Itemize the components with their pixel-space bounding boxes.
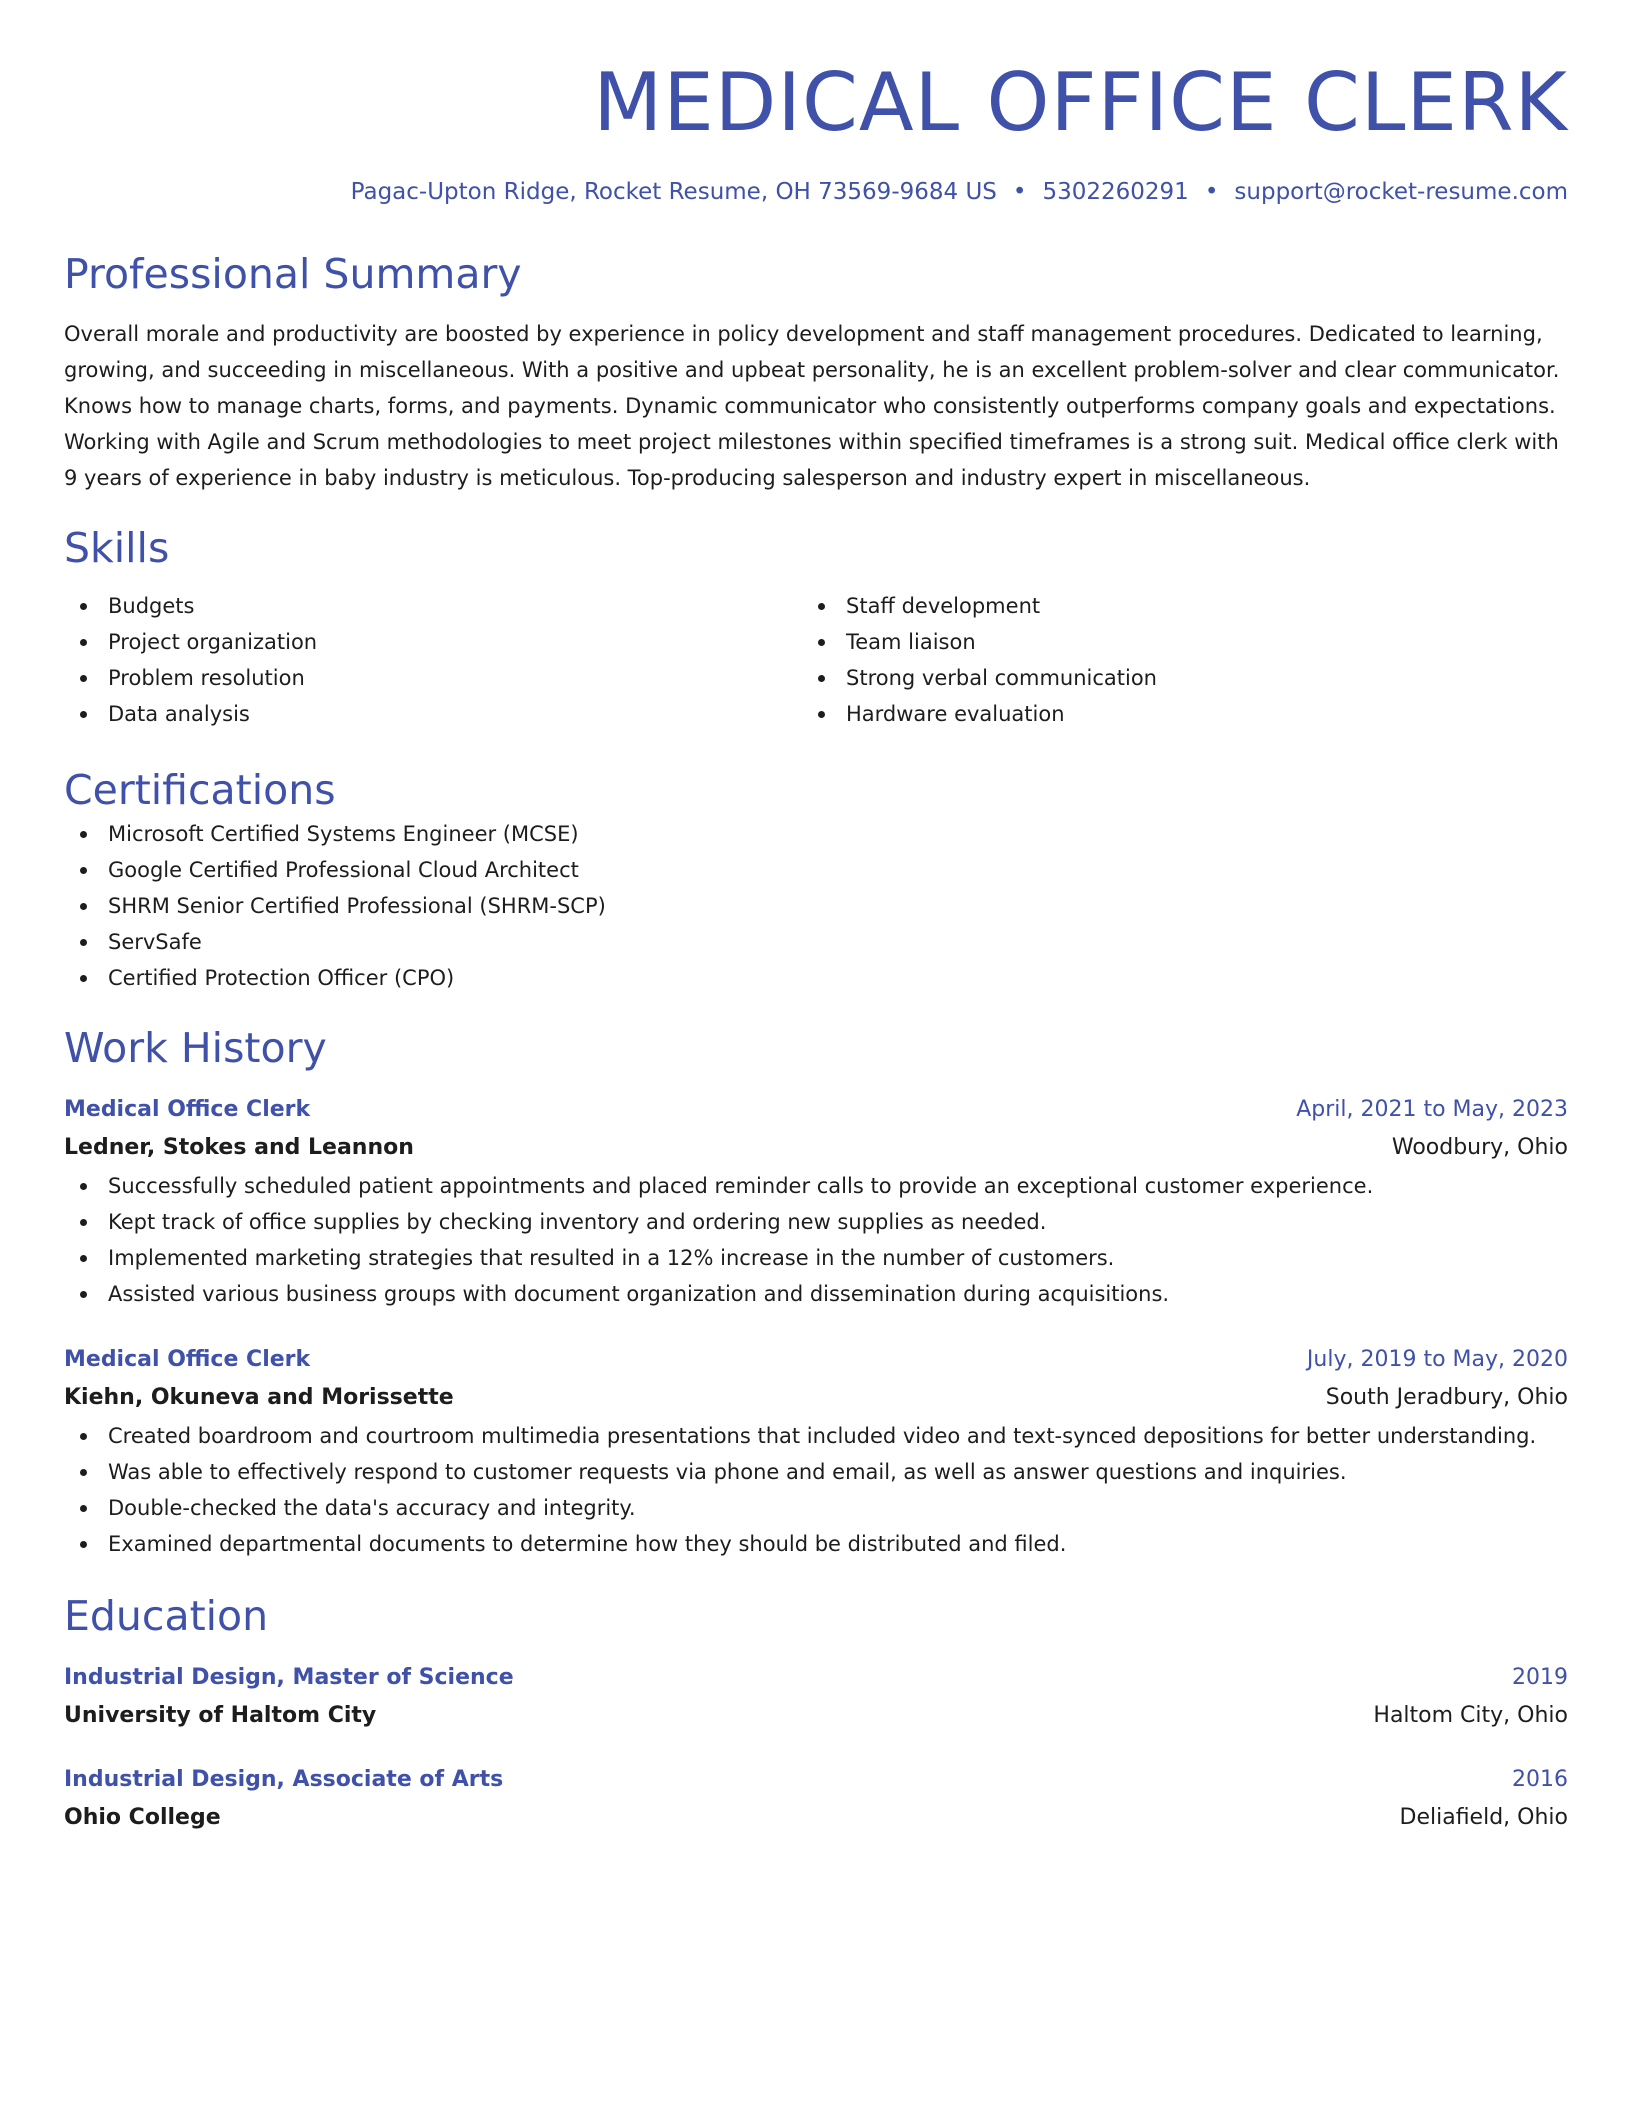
job-location: South Jeradbury, Ohio [1325, 1385, 1568, 1410]
contact-line [64, 176, 1568, 208]
job-bullet: Successfully scheduled patient appointments and placed reminder calls to provide an exceptional customer experience. [64, 1168, 1568, 1204]
summary-heading: Professional Summary [64, 250, 522, 298]
education-degree: Industrial Design, Associate of Arts [64, 1767, 504, 1792]
job-company: Ledner, Stokes and Leannon [64, 1135, 414, 1160]
job-bullet: Created boardroom and courtroom multimedia presentations that included video and text-synced depositions for better understanding. [64, 1418, 1568, 1454]
work-history-section [64, 1022, 1568, 1562]
education-location: Deliafield, Ohio [1399, 1805, 1568, 1830]
education-heading: Education [64, 1592, 269, 1640]
certification-item: Google Certified Professional Cloud Architect [64, 852, 1568, 888]
education-entry [64, 1660, 1568, 1736]
education-year: 2016 [1512, 1767, 1568, 1792]
job-bullet: Assisted various business groups with document organization and dissemination during acquisitions. [64, 1276, 1568, 1312]
skill-item: Strong verbal communication [802, 660, 1540, 696]
certification-item: Certified Protection Officer (CPO) [64, 960, 1568, 996]
candidate-title: MEDICAL OFFICE CLERK [593, 56, 1568, 149]
contact-email: support@rocket-resume.com [1234, 179, 1568, 205]
certification-item: ServSafe [64, 924, 1568, 960]
skill-item: Project organization [64, 624, 802, 660]
contact-separator: • [1204, 179, 1219, 205]
job-title: Medical Office Clerk [64, 1097, 311, 1122]
summary-text: Overall morale and productivity are boosted by experience in policy development and staff management procedures. Dedicated to learning, growing, and succeeding in miscellaneous. With a positive and upbeat personality, he is an excellent problem-solver and clear communicator. Knows how to manage charts, forms, and payments. Dynamic communicator who consistently outperforms company goals and expectations. Working with Agile and Scrum methodologies to meet project milestones within specified timeframes is a strong suit. Medical office clerk with 9 years of experience in baby industry is meticulous. Top-producing salesperson and industry expert in miscellaneous. [64, 322, 1560, 490]
job-title: Medical Office Clerk [64, 1347, 311, 1372]
certifications-heading: Certifications [64, 766, 336, 814]
job-company: Kiehn, Okuneva and Morissette [64, 1385, 454, 1410]
skills-column-left [64, 588, 802, 732]
skill-item: Data analysis [64, 696, 802, 732]
job-bullet: Examined departmental documents to determine how they should be distributed and filed. [64, 1526, 1568, 1562]
education-location: Haltom City, Ohio [1373, 1703, 1568, 1728]
job-bullet: Was able to effectively respond to customer requests via phone and email, as well as answer questions and inquiries. [64, 1454, 1568, 1490]
job-location: Woodbury, Ohio [1391, 1135, 1568, 1160]
certifications-list [64, 816, 1568, 996]
job-entry [64, 1092, 1568, 1312]
job-dates: April, 2021 to May, 2023 [1296, 1097, 1568, 1122]
summary-section [64, 248, 1568, 496]
contact-address: Pagac-Upton Ridge, Rocket Resume, OH 73569-9684 US [350, 179, 997, 205]
skill-item: Staff development [802, 588, 1540, 624]
job-bullet: Kept track of office supplies by checking inventory and ordering new supplies as needed. [64, 1204, 1568, 1240]
education-school: Ohio College [64, 1805, 221, 1830]
job-bullets [64, 1418, 1568, 1562]
education-section [64, 1590, 1568, 1838]
skills-grid [64, 588, 1568, 732]
certification-item: SHRM Senior Certified Professional (SHRM-SCP) [64, 888, 1568, 924]
job-bullets [64, 1168, 1568, 1312]
education-degree: Industrial Design, Master of Science [64, 1665, 514, 1690]
contact-phone: 5302260291 [1042, 179, 1189, 205]
education-school: University of Haltom City [64, 1703, 377, 1728]
job-entry [64, 1342, 1568, 1562]
skill-item: Team liaison [802, 624, 1540, 660]
work-history-heading: Work History [64, 1024, 327, 1072]
job-bullet: Implemented marketing strategies that resulted in a 12% increase in the number of customers. [64, 1240, 1568, 1276]
skills-column-right [802, 588, 1540, 732]
skills-section [64, 522, 1568, 732]
skill-item: Problem resolution [64, 660, 802, 696]
certification-item: Microsoft Certified Systems Engineer (MCSE) [64, 816, 1568, 852]
job-dates: July, 2019 to May, 2020 [1306, 1347, 1568, 1372]
education-entry [64, 1762, 1568, 1838]
skill-item: Hardware evaluation [802, 696, 1540, 732]
skill-item: Budgets [64, 588, 802, 624]
job-bullet: Double-checked the data's accuracy and integrity. [64, 1490, 1568, 1526]
education-year: 2019 [1512, 1665, 1568, 1690]
contact-separator: • [1012, 179, 1027, 205]
certifications-section [64, 764, 1568, 996]
skills-heading: Skills [64, 524, 170, 572]
